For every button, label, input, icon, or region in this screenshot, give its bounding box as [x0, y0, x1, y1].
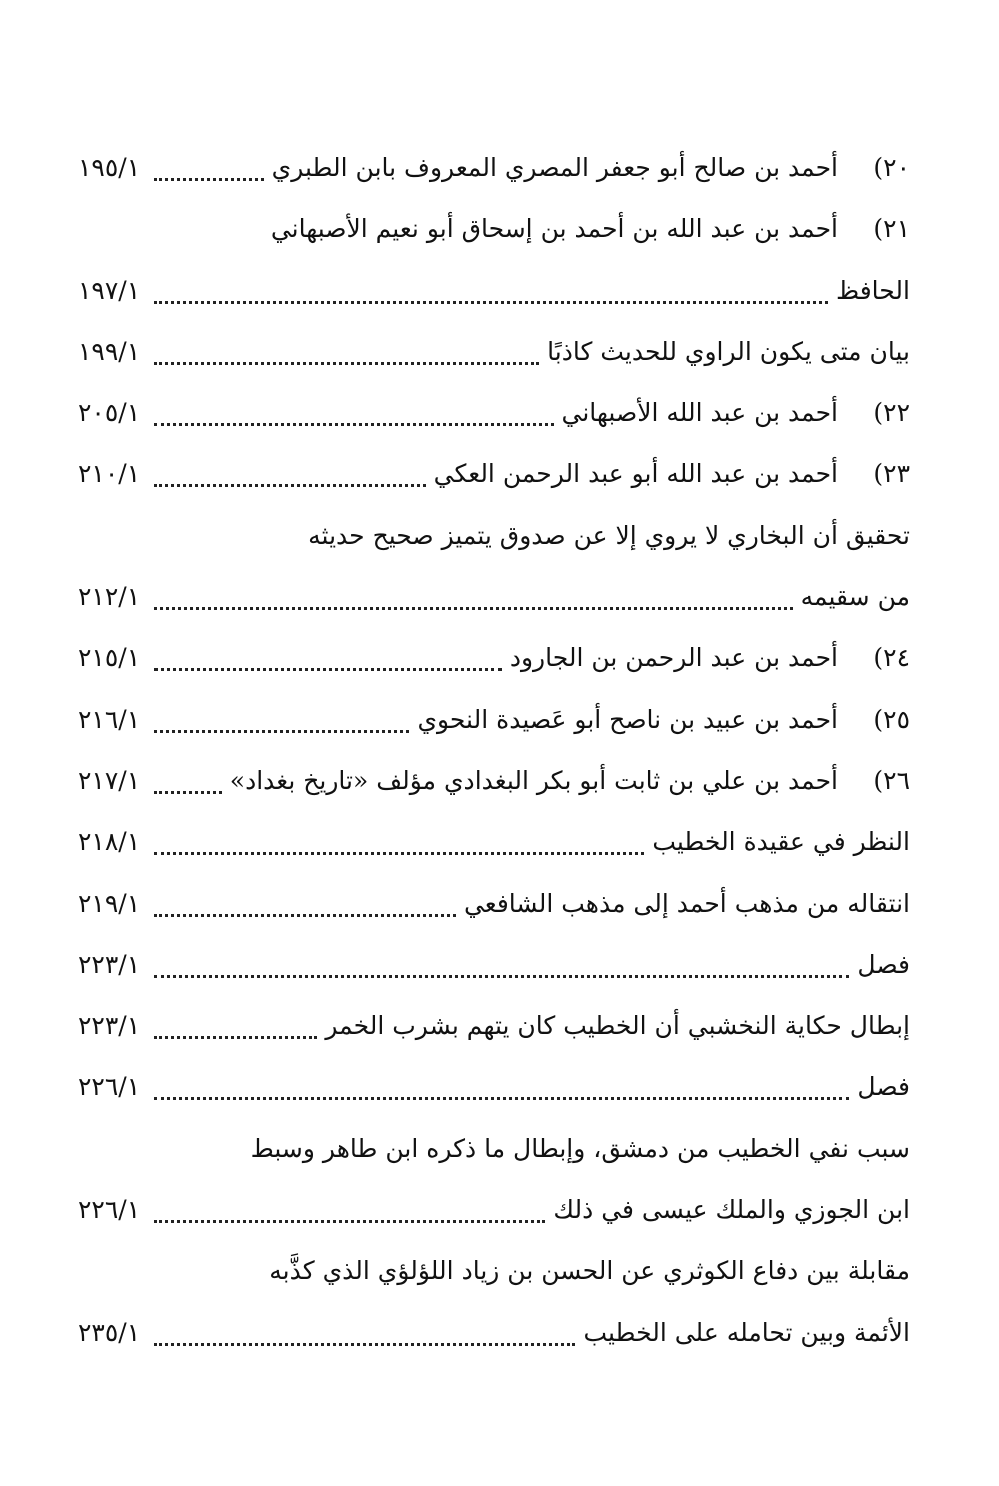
page-reference: ٢٢٣/١ — [78, 949, 141, 979]
dot-leader — [154, 1302, 575, 1363]
dot-leader — [154, 260, 828, 321]
toc-row — [78, 1118, 910, 1179]
page-reference: ١٩٥/١ — [78, 153, 141, 182]
subheading-text: فصل — [857, 1072, 910, 1102]
page-reference: ١٩٧/١ — [78, 275, 141, 305]
page-reference: ٢١٥/١ — [78, 643, 141, 673]
entry-title: أحمد بن عبد الله بن أحمد بن إسحاق أبو نعيم الأصبهاني — [270, 214, 838, 244]
dot-leader — [154, 382, 553, 443]
toc-row — [78, 1179, 910, 1240]
entry-title: أحمد بن عبد الله أبو عبد الرحمن العكي — [433, 459, 838, 489]
toc-row — [78, 382, 910, 443]
subheading-text: مقابلة بين دفاع الكوثري عن الحسن بن زياد اللؤلؤي الذي كذَّبه — [269, 1256, 910, 1286]
entry-number: ٢٦) — [873, 765, 910, 795]
dot-leader — [154, 321, 539, 382]
toc-row — [78, 443, 910, 504]
dot-leader — [154, 995, 317, 1056]
toc-row — [78, 811, 910, 872]
toc-row — [78, 627, 910, 688]
entry-title: أحمد بن صالح أبو جعفر المصري المعروف بابن الطبري — [271, 153, 838, 182]
subheading-text: ابن الجوزي والملك عيسى في ذلك — [553, 1195, 910, 1225]
dot-leader — [154, 1179, 545, 1240]
entry-number: ٢٣) — [873, 459, 910, 489]
toc-row — [78, 934, 910, 995]
subheading-text: النظر في عقيدة الخطيب — [652, 827, 910, 857]
subheading-text: سبب نفي الخطيب من دمشق، وإبطال ما ذكره ابن طاهر وسبط — [250, 1133, 910, 1163]
toc-row — [78, 689, 910, 750]
dot-leader — [154, 566, 792, 627]
page-reference: ٢٣٥/١ — [78, 1317, 141, 1347]
page-reference: ٢١٠/١ — [78, 459, 141, 489]
toc-row — [78, 260, 910, 321]
page-reference: ٢١٦/١ — [78, 704, 141, 734]
subheading-text: فصل — [857, 949, 910, 979]
dot-leader — [154, 934, 849, 995]
dot-leader — [154, 627, 502, 688]
entry-number: ٢٤) — [873, 643, 910, 673]
toc-row — [78, 995, 910, 1056]
page-reference: ٢٢٣/١ — [78, 1011, 141, 1041]
page-reference: ٢١٧/١ — [78, 765, 141, 795]
subheading-text: انتقاله من مذهب أحمد إلى مذهب الشافعي — [463, 888, 910, 918]
entry-title: أحمد بن عبد الرحمن بن الجارود — [509, 643, 838, 673]
entry-title: أحمد بن عبيد بن ناصح أبو عَصيدة النحوي — [417, 704, 838, 734]
toc-row — [78, 137, 910, 198]
subheading-text: تحقيق أن البخاري لا يروي إلا عن صدوق يتميز صحيح حديثه — [308, 520, 910, 550]
toc-row — [78, 505, 910, 566]
entry-number: ٢١) — [873, 214, 910, 244]
toc-row — [78, 566, 910, 627]
toc-row — [78, 1302, 910, 1363]
entry-title: أحمد بن عبد الله الأصبهاني — [561, 398, 838, 428]
toc-row — [78, 198, 910, 259]
entry-title: أحمد بن علي بن ثابت أبو بكر البغدادي مؤلف «تاريخ بغداد» — [229, 765, 838, 795]
page-reference: ٢٢٦/١ — [78, 1072, 141, 1102]
subheading-text: إبطال حكاية النخشبي أن الخطيب كان يتهم بشرب الخمر — [325, 1011, 910, 1041]
page-reference: ٢١٨/١ — [78, 827, 141, 857]
dot-leader — [154, 137, 263, 198]
dot-leader — [154, 443, 425, 504]
entry-number: ٢٥) — [873, 704, 910, 734]
dot-leader — [154, 750, 222, 811]
toc-row — [78, 1240, 910, 1301]
subheading-text: الأئمة وبين تحامله على الخطيب — [583, 1317, 910, 1347]
dot-leader — [154, 873, 456, 934]
dot-leader — [154, 689, 409, 750]
dot-leader — [154, 1056, 849, 1117]
page-reference: ٢١٢/١ — [78, 582, 141, 612]
subheading-text: من سقيمه — [800, 582, 910, 612]
entry-number: ٢٠) — [873, 153, 910, 182]
toc-row — [78, 873, 910, 934]
toc-row — [78, 750, 910, 811]
page-reference: ٢٠٥/١ — [78, 398, 141, 428]
page-reference: ١٩٩/١ — [78, 336, 141, 366]
page-reference: ٢٢٦/١ — [78, 1195, 141, 1225]
subheading-text: بيان متى يكون الراوي للحديث كاذبًا — [547, 336, 910, 366]
dot-leader — [154, 811, 644, 872]
toc-row — [78, 1056, 910, 1117]
entry-number: ٢٢) — [873, 398, 910, 428]
toc-row — [78, 321, 910, 382]
subheading-text: الحافظ — [836, 275, 910, 305]
page-reference: ٢١٩/١ — [78, 888, 141, 918]
table-of-contents — [78, 137, 910, 1363]
